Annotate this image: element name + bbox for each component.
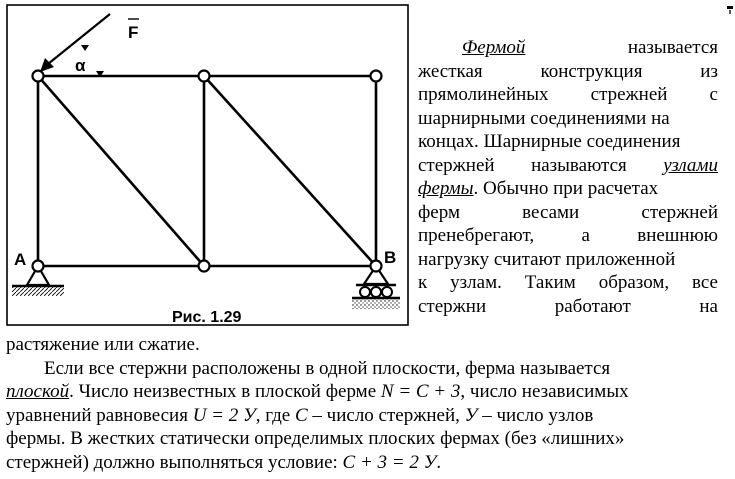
text-line: шарнирными соединениями на (418, 107, 670, 129)
force-label: F (128, 23, 139, 42)
text-line (418, 154, 718, 178)
text-word: весами (522, 201, 580, 223)
text-segment: . (436, 451, 442, 473)
text-line (418, 201, 718, 225)
text-word: стержни (418, 295, 487, 317)
angle-label: α (75, 56, 86, 75)
truss-members (38, 76, 376, 266)
text-word: с (709, 84, 718, 105)
text-word: все (692, 272, 718, 293)
term-truss: Фермой (462, 37, 526, 58)
text-line: растяжение или сжатие. (6, 334, 200, 355)
text-segment: . Обычно при расчетах (473, 178, 659, 199)
support-b-label: B (384, 248, 397, 267)
support-a-label: A (14, 250, 27, 269)
text-line (418, 60, 718, 84)
side-paragraph (418, 36, 718, 318)
symbol: У (464, 404, 478, 426)
text-line: фермы. В жестких статически определимых плоских фермах (без «лишних» (6, 428, 625, 449)
text-segment: . Число неизвестных в плоской ферме (69, 381, 381, 402)
node (371, 71, 382, 82)
text-line (418, 295, 718, 319)
scroll-marker-icon (727, 6, 733, 14)
text-segment: , число независимых (460, 381, 629, 402)
term-planar: плоской (6, 381, 70, 402)
text-word: внешнюю (637, 225, 718, 246)
angle-tick-icon (81, 45, 89, 51)
text-word: работают (554, 295, 631, 317)
text-line (418, 36, 718, 60)
figure-frame (7, 5, 408, 325)
text-line (418, 83, 718, 107)
text-word: жесткая (418, 60, 483, 82)
text-segment: – число стержней, (307, 404, 465, 426)
text-line (418, 224, 718, 248)
text-word: на (699, 295, 718, 317)
formula: N = C + 3 (380, 381, 461, 402)
text-word: стрежней (590, 84, 668, 105)
text-line (6, 451, 720, 475)
text-word: стержней (418, 154, 495, 176)
node (33, 71, 44, 82)
text-segment: – число узлов (477, 404, 594, 426)
text-word: стержней (641, 201, 718, 223)
text-line: концах. Шарнирные соединения (418, 131, 681, 152)
text-word: конструкция (540, 60, 643, 82)
term-truss-nodes: фермы (418, 178, 474, 199)
left-diagonal (38, 76, 204, 266)
text-word: узлам. (450, 272, 502, 293)
node (199, 71, 210, 82)
text-word: пренебрегают, (418, 225, 535, 246)
text-word: называется (627, 37, 718, 58)
term-nodes: узлами (663, 154, 718, 176)
formula: C + 3 = 2 У (342, 451, 437, 473)
figure-caption: Рис. 1.29 (172, 309, 242, 326)
truss-figure (0, 0, 410, 330)
formula: U = 2 У (192, 404, 256, 426)
truss-nodes (33, 71, 382, 272)
text-segment: уравнений равновесия (6, 404, 193, 426)
text-word: а (581, 225, 590, 246)
text-line: Если все стержни расположены в одной плоскости, ферма называется (44, 357, 611, 379)
text-word: к (418, 272, 428, 293)
text-word: из (700, 60, 718, 82)
right-diagonal (204, 76, 376, 266)
text-line (6, 380, 720, 404)
support-b (352, 261, 400, 310)
text-segment: стержней) должно выполняться условие: (6, 451, 343, 473)
body-paragraph (6, 333, 720, 474)
truss-diagram (0, 0, 410, 330)
symbol: C (294, 404, 308, 426)
text-word: прямолинейных (418, 84, 549, 105)
text-line (418, 177, 718, 201)
text-word: Таким (524, 272, 576, 293)
text-line (418, 271, 718, 295)
text-word: образом, (598, 272, 670, 293)
text-line (6, 404, 720, 428)
text-word: называются (531, 154, 627, 176)
text-word: ферм (418, 201, 460, 223)
text-segment: , где (255, 404, 295, 426)
node (199, 261, 210, 272)
text-line: нагрузку считают приложенной (418, 248, 676, 270)
